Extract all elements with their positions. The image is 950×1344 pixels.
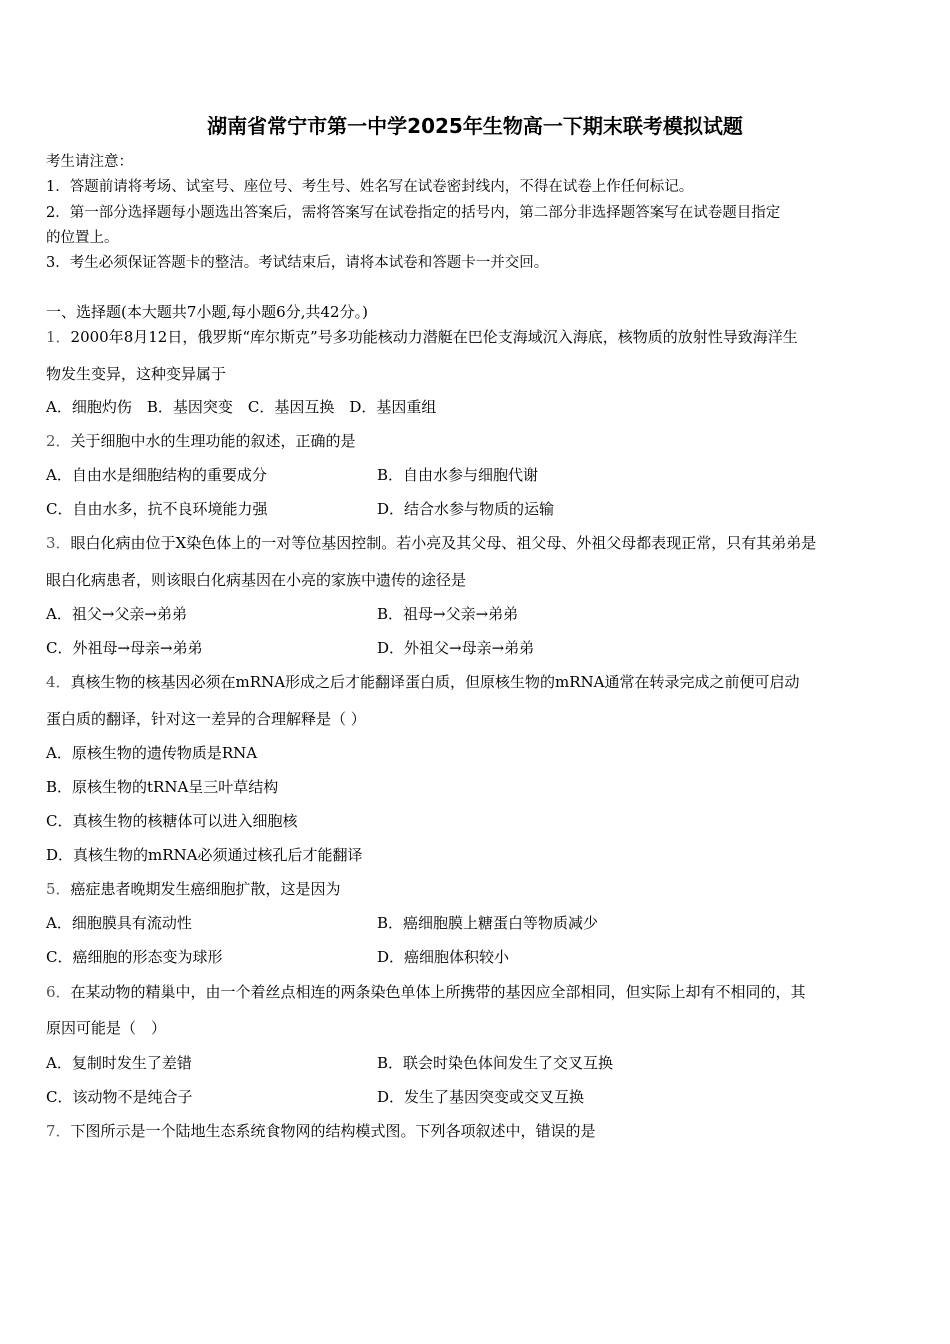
- option-a: A．原核生物的遗传物质是RNA: [46, 744, 258, 762]
- question-number: 7．: [46, 1122, 71, 1140]
- option-c: C．该动物不是纯合子: [46, 1088, 193, 1106]
- page-title: 湖南省常宁市第一中学2025年生物高一下期末联考模拟试题: [207, 114, 743, 138]
- question-4: [46, 672, 800, 692]
- question-number: 5．: [46, 880, 71, 898]
- question-text: 2000年8月12日，俄罗斯“库尔斯克”号多功能核动力潜艇在巴伦支海域沉入海底，核物质的放射性导致海洋生: [70, 328, 798, 346]
- option-d: D．发生了基因突变或交叉互换: [377, 1088, 585, 1106]
- option-a: A．自由水是细胞结构的重要成分: [46, 466, 267, 484]
- option-a: A．细胞膜具有流动性: [46, 914, 192, 932]
- question-text: 眼白化病由位于X染色体上的一对等位基因控制。若小亮及其父母、祖父母、外祖父母都表现正常，只有其弟弟是: [70, 534, 817, 552]
- question-3: [46, 533, 816, 553]
- option-b: B．联会时染色体间发生了交叉互换: [377, 1054, 614, 1072]
- option-a: A．祖父→父亲→弟弟: [46, 605, 187, 623]
- question-number: 4．: [46, 673, 71, 691]
- option-d: D．癌细胞体积较小: [377, 948, 510, 966]
- notice-item-2-continued: 的位置上。: [46, 230, 119, 246]
- option-b: B．祖母→父亲→弟弟: [377, 605, 519, 623]
- question-text: 真核生物的核基因必须在mRNA形成之后才能翻译蛋白质，但原核生物的mRNA通常在转录完成之前便可启动: [70, 673, 800, 691]
- option-b: B．自由水参与细胞代谢: [377, 466, 539, 484]
- option-c: C．外祖母→母亲→弟弟: [46, 639, 203, 657]
- option-c: C．癌细胞的形态变为球形: [46, 948, 223, 966]
- question-text-continued: 蛋白质的翻译，针对这一差异的合理解释是（ ）: [46, 710, 366, 728]
- section-heading: 一、选择题(本大题共7小题,每小题6分,共42分。): [46, 303, 368, 321]
- option-d: D．结合水参与物质的运输: [377, 500, 555, 518]
- question-text-continued: 原因可能是（ ）: [46, 1019, 167, 1037]
- option-c: C．自由水多，抗不良环境能力强: [46, 500, 268, 518]
- question-7: [46, 1121, 596, 1141]
- question-text-continued: 物发生变异，这种变异属于: [46, 365, 227, 383]
- option-d: D．真核生物的mRNA必须通过核孔后才能翻译: [46, 846, 363, 864]
- option-a: A．复制时发生了差错: [46, 1054, 192, 1072]
- question-number: 3．: [46, 534, 71, 552]
- question-text-continued: 眼白化病患者，则该眼白化病基因在小亮的家族中遗传的途径是: [46, 571, 467, 589]
- question-text: 下图所示是一个陆地生态系统食物网的结构模式图。下列各项叙述中，错误的是: [70, 1122, 596, 1140]
- question-text: 在某动物的精巢中，由一个着丝点相连的两条染色单体上所携带的基因应全部相同，但实际上却有不相同的，其: [70, 983, 806, 1001]
- notice-item-1: 1．答题前请将考场、试室号、座位号、考生号、姓名写在试卷密封线内，不得在试卷上作任何标记。: [46, 179, 694, 195]
- question-6: [46, 982, 806, 1002]
- option-b: B．癌细胞膜上糖蛋白等物质减少: [377, 914, 599, 932]
- question-5: [46, 879, 341, 899]
- option-b: B．原核生物的tRNA呈三叶草结构: [46, 778, 279, 796]
- question-text: 关于细胞中水的生理功能的叙述，正确的是: [70, 432, 356, 450]
- question-1: [46, 327, 798, 347]
- notice-item-2: 2．第一部分选择题每小题选出答案后，需将答案写在试卷指定的括号内，第二部分非选择题答案写在试卷题目指定: [46, 205, 781, 221]
- question-text: 癌症患者晚期发生癌细胞扩散，这是因为: [70, 880, 341, 898]
- option-c: C．真核生物的核糖体可以进入细胞核: [46, 812, 298, 830]
- question-2: [46, 431, 356, 451]
- question-number: 1．: [46, 328, 71, 346]
- notice-item-3: 3．考生必须保证答题卡的整洁。考试结束后，请将本试卷和答题卡一并交回。: [46, 255, 549, 271]
- question-number: 2．: [46, 432, 71, 450]
- question-number: 6．: [46, 983, 71, 1001]
- option-d: D．外祖父→母亲→弟弟: [377, 639, 535, 657]
- notice-heading: 考生请注意：: [46, 154, 133, 170]
- question-1-options: A．细胞灼伤 B．基因突变 C．基因互换 D．基因重组: [46, 398, 437, 416]
